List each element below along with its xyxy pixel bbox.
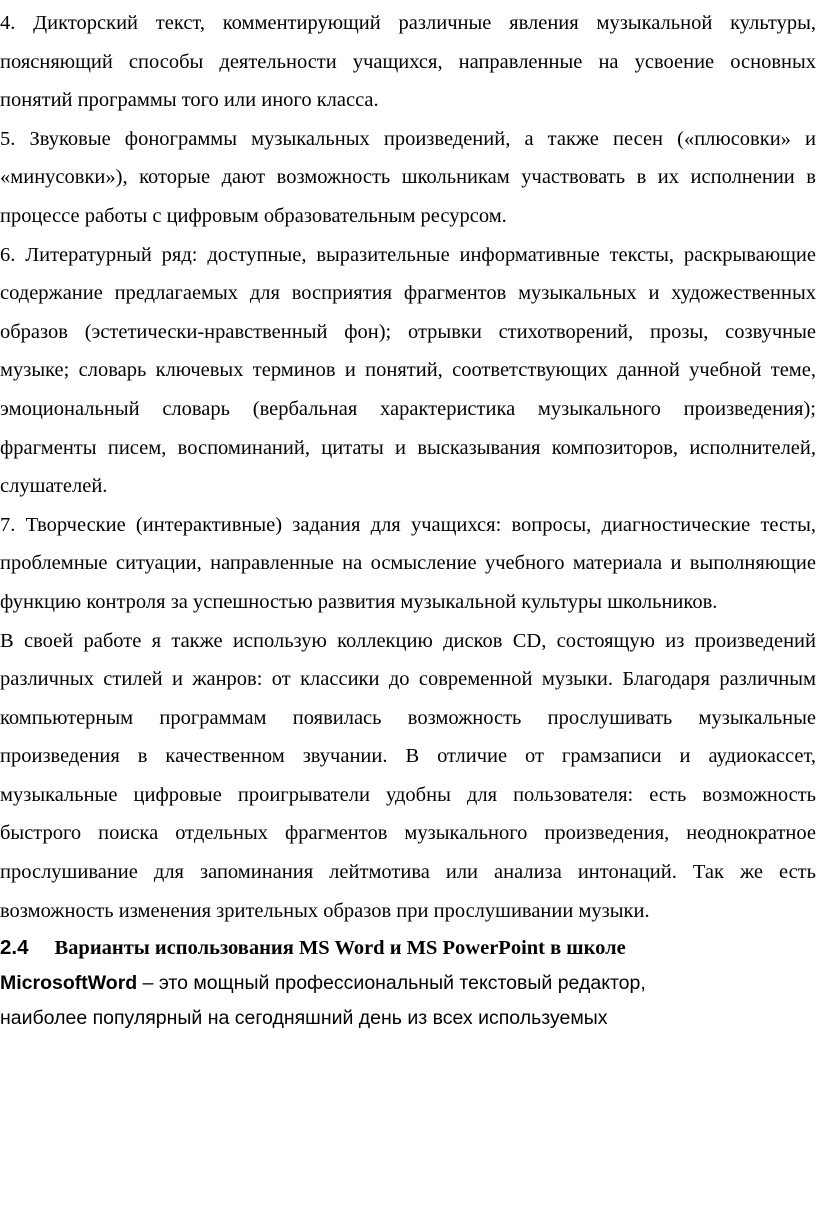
paragraph-item-5: 5. Звуковые фонограммы музыкальных произведений, а также песен («плюсовки» и «минусовки»), которые дают возможность школьникам участвовать в их исполнении в процессе работы с цифровым образовательным ресурсом.: [0, 127, 816, 227]
paragraph-item-7: 7. Творческие (интерактивные) задания для учащихся: вопросы, диагностические тесты, проблемные ситуации, направленные на осмысление учебного материала и выполняющие функцию контроля за успешностью развития музыкальной культуры школьников.: [0, 513, 816, 613]
closing-line-1: [0, 966, 816, 1001]
paragraph-cd-collection: В своей работе я также использую коллекцию дисков CD, состоящую из произведений различных стилей и жанров: от классики до современной музыки. Благодаря различным компьютерным программам появилась возможность прослушивать музыкальные произведения в качественном звучании. В отличие от грамзаписи и аудиокассет, музыкальные цифровые проигрыватели удобны для пользователя: есть возможность быстрого поиска отдельных фрагментов музыкального произведения, неоднократное прослушивание для запоминания лейтмотива или анализа интонаций. Так же есть возможность изменения зрительных образов при прослушивании музыки.: [0, 629, 816, 922]
section-title: Варианты использования MS Word и MS PowerPoint в школе: [54, 937, 626, 960]
section-heading: [0, 930, 816, 966]
closing-line-2: наиболее популярный на сегодняшний день из всех используемых: [0, 1007, 608, 1030]
closing-line-1-rest: – это мощный профессиональный текстовый редактор,: [137, 972, 646, 995]
section-number: 2.4: [0, 936, 29, 960]
paragraph-item-4: 4. Дикторский текст, комментирующий различные явления музыкальной культуры, поясняющий способы деятельности учащихся, направленные на усвоение основных понятий программы того или иного класса.: [0, 12, 816, 112]
term-microsoftword: MicrosoftWord: [0, 972, 138, 995]
paragraph-item-6: 6. Литературный ряд: доступные, выразительные информативные тексты, раскрывающие содержание предлагаемых для восприятия фрагментов музыкальных и художественных образов (эстетически-нравственный фон); отрывки стихотворений, прозы, созвучные музыке; словарь ключевых терминов и понятий, соответствующих данной учебной теме, эмоциональный словарь (вербальная характеристика музыкального произведения); фрагменты писем, воспоминаний, цитаты и высказывания композиторов, исполнителей, слушателей.: [0, 243, 816, 498]
